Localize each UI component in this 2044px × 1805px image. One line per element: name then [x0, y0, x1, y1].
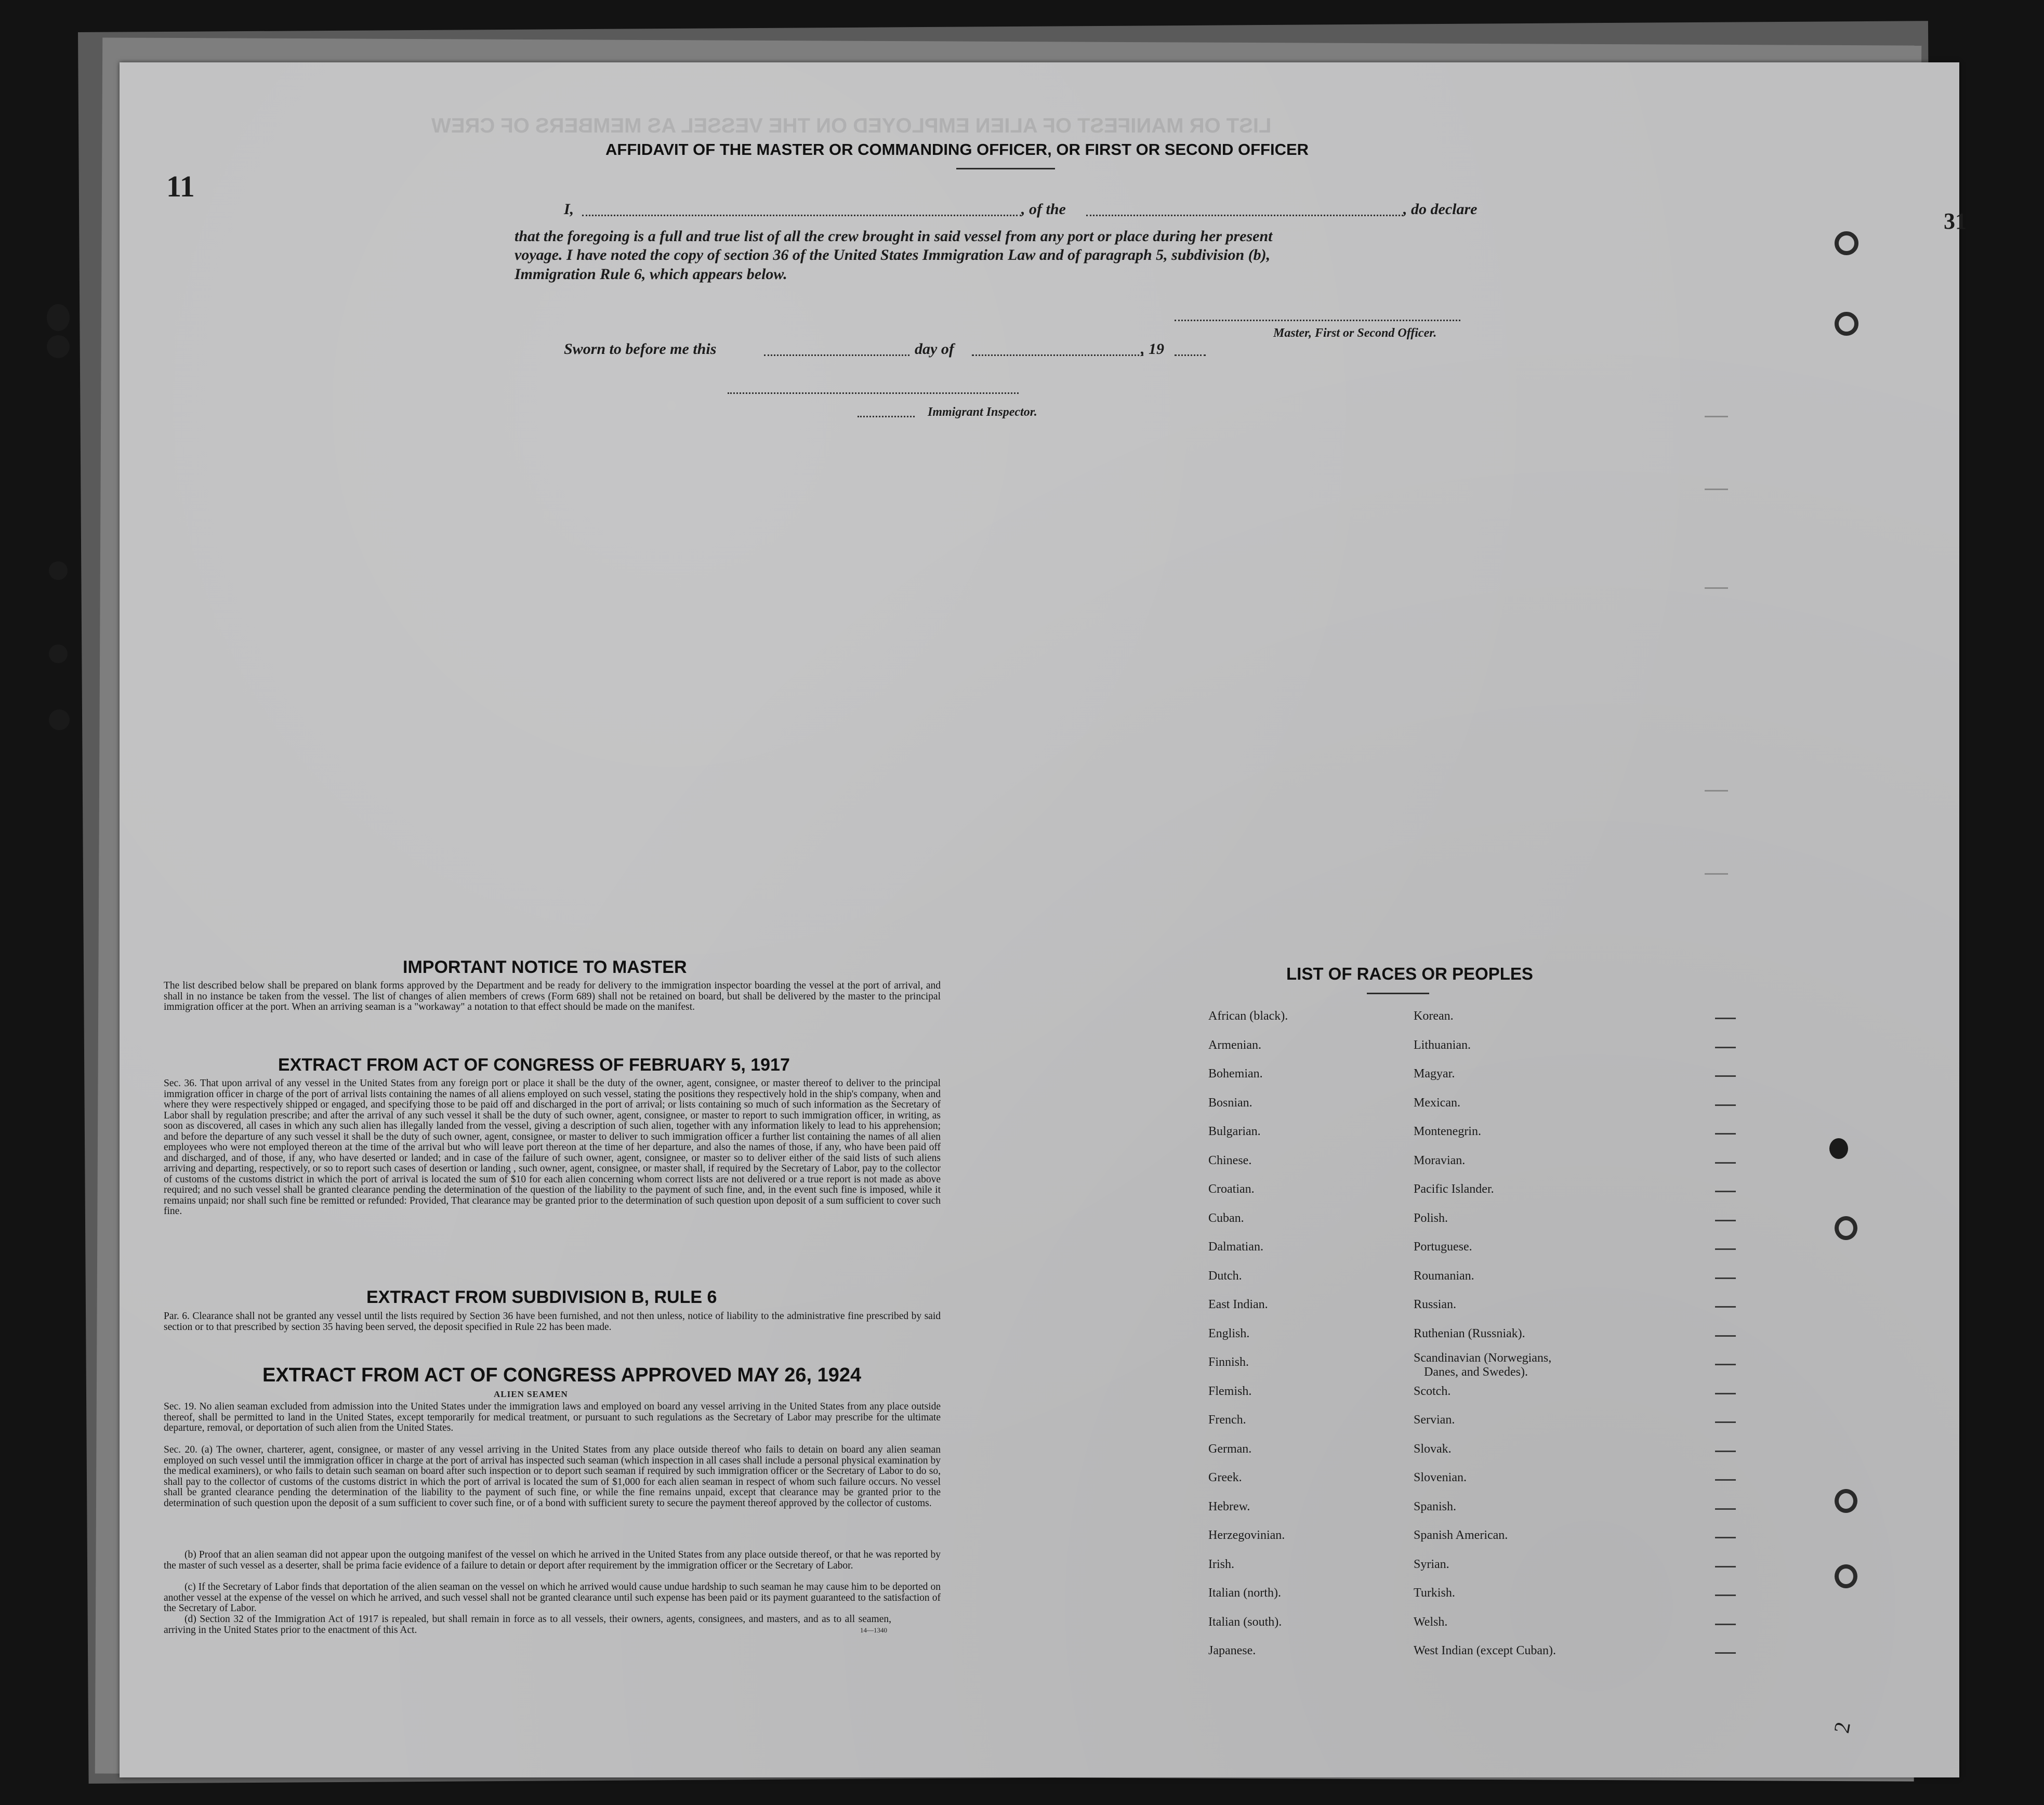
master-name-field[interactable] — [582, 215, 1021, 216]
race-item: Slovenian. — [1414, 1471, 1467, 1484]
race-item: Bulgarian. — [1208, 1125, 1261, 1138]
punch-hole — [1829, 1138, 1848, 1159]
ruling-tick — [1715, 1191, 1736, 1192]
ruling-tick — [1715, 1652, 1736, 1654]
show-through-text: LIST OR MANIFEST OF ALIEN EMPLOYED ON THE VESSEL AS MEMBERS OF CREW — [431, 114, 1272, 137]
margin-mark: 11 — [166, 169, 195, 203]
race-item: German. — [1208, 1442, 1252, 1456]
extract-rule6-body: Par. 6. Clearance shall not be granted any vessel until the lists required by Section 36 have been furnished, and not then unless, notice of liability to the administrative fine prescribed by said section or to that prescribed by section 35 having been served, the deposit specified in Rule 22 has been made. — [164, 1311, 941, 1333]
affidavit-line: Immigration Rule 6, which appears below. — [515, 266, 787, 283]
race-item: Roumanian. — [1414, 1269, 1474, 1283]
extract-1924-sec20c: (c) If the Secretary of Labor finds that deportation of the alien seaman on the vessel on which he arrived would cause undue hardship to such seaman he may cause him to be deported on another vessel at the expense of the vessel on which he arrived, and such vessel shall not be granted clearance until such expense has been paid or its payment guaranteed to the satisfaction of the Secretary of Labor. — [164, 1582, 941, 1614]
sworn-month-field[interactable] — [972, 354, 1143, 356]
extract-rule6-title: EXTRACT FROM SUBDIVISION B, RULE 6 — [366, 1287, 717, 1307]
form-sheet — [120, 62, 1967, 1777]
inspector-prefix-line — [858, 416, 915, 417]
race-item: Armenian. — [1208, 1038, 1261, 1052]
race-item: Dalmatian. — [1208, 1240, 1263, 1254]
race-item: Polish. — [1414, 1211, 1448, 1225]
race-item: Welsh. — [1414, 1615, 1448, 1629]
ruling-tick — [1715, 1075, 1736, 1077]
race-item: Pacific Islander. — [1414, 1182, 1494, 1196]
extract-1917-title: EXTRACT FROM ACT OF CONGRESS OF FEBRUARY 5, 1917 — [278, 1055, 790, 1075]
ruling-tick — [1715, 1335, 1736, 1337]
ruling-tick — [1715, 1451, 1736, 1452]
race-item: Cuban. — [1208, 1211, 1244, 1225]
race-item: Italian (south). — [1208, 1615, 1282, 1629]
extract-1924-title: EXTRACT FROM ACT OF CONGRESS APPROVED MAY 26, 1924 — [262, 1364, 862, 1386]
race-item: Servian. — [1414, 1413, 1455, 1427]
signature-line[interactable] — [1175, 320, 1460, 321]
race-item: Dutch. — [1208, 1269, 1242, 1283]
ghost-mark — [1705, 489, 1728, 490]
form-code: 14—1340 — [860, 1626, 887, 1634]
ghost-mark — [1705, 587, 1728, 589]
sworn-day-of: day of — [915, 340, 954, 358]
ruling-tick — [1715, 1162, 1736, 1164]
notice-body: The list described below shall be prepared on blank forms approved by the Department and be ready for delivery to the immigration inspector boarding the vessel at the port of arrival, and shall in no instance be taken from the vessel. The list of changes of alien members of crews (Form 689) shall not be retained on board, but shall be delivered by the master to the principal immigration officer at the port. When an arriving seaman is a "workaway" a notation to that effect should be made on the manifest. — [164, 980, 941, 1012]
race-item: Italian (north). — [1208, 1586, 1281, 1600]
ruling-tick — [1715, 1104, 1736, 1106]
extract-1924-sec20b: (b) Proof that an alien seaman did not appear upon the outgoing manifest of the vessel on which he arrived in the United States from any place outside thereof, or that he was reported by the master of such vessel as a deserter, shall be prima facie evidence of a failure to detain or deport after requirement by the immigration officer or the Secretary of Labor. — [164, 1549, 941, 1571]
race-item: Herzegovinian. — [1208, 1529, 1285, 1542]
race-item: Greek. — [1208, 1471, 1242, 1484]
race-item: Spanish. — [1414, 1499, 1457, 1513]
affidavit-line: that the foregoing is a full and true list of all the crew brought in said vessel from any port or place during her present — [515, 228, 1273, 245]
race-item: Syrian. — [1414, 1557, 1449, 1571]
ruling-tick — [1715, 1277, 1736, 1279]
races-title: LIST OF RACES OR PEOPLES — [1286, 964, 1533, 983]
punch-hole — [1835, 231, 1858, 255]
race-item: Montenegrin. — [1414, 1125, 1481, 1138]
race-item: Hebrew. — [1208, 1499, 1250, 1513]
punch-hole — [1835, 312, 1858, 336]
sworn-year: , 19 — [1141, 340, 1164, 358]
punch-hole — [47, 335, 70, 358]
ruling-tick — [1715, 1421, 1736, 1423]
affidavit-line: voyage. I have noted the copy of section 36 of the United States Immigration Law and of paragraph 5, subdivision (b), — [515, 246, 1271, 263]
race-item: Bosnian. — [1208, 1096, 1252, 1110]
race-item: Bohemian. — [1208, 1067, 1263, 1081]
ghost-mark — [1705, 873, 1728, 875]
ruling-tick — [1715, 1508, 1736, 1510]
ruling-tick — [1715, 1537, 1736, 1538]
ruling-tick — [1715, 1018, 1736, 1019]
ruling-tick — [1715, 1220, 1736, 1221]
race-item: African (black). — [1208, 1009, 1288, 1023]
race-item: Danes, and Swedes). — [1424, 1365, 1528, 1379]
extract-1924-subtitle: ALIEN SEAMEN — [494, 1389, 568, 1399]
punch-hole — [1835, 1564, 1857, 1588]
ruling-tick — [1715, 1479, 1736, 1481]
race-item: Irish. — [1208, 1557, 1234, 1571]
punch-hole — [49, 561, 68, 580]
ruling-tick — [1715, 1306, 1736, 1308]
race-item: Flemish. — [1208, 1384, 1252, 1398]
sworn-day-field[interactable] — [764, 354, 909, 356]
race-item: Finnish. — [1208, 1355, 1249, 1369]
race-item: Scotch. — [1414, 1384, 1451, 1398]
race-item: Moravian. — [1414, 1153, 1466, 1167]
ghost-mark — [1705, 790, 1728, 792]
extract-1924-sec20d: (d) Section 32 of the Immigration Act of 1917 is repealed, but shall remain in force as to all vessels, their owners, agents, consignees, and masters, and as to all seamen, arriving in the United States prior to the enactment of this Act. — [164, 1614, 891, 1636]
race-item: English. — [1208, 1326, 1250, 1340]
punch-hole — [47, 304, 70, 331]
race-item: Ruthenian (Russniak). — [1414, 1326, 1525, 1340]
race-item: Magyar. — [1414, 1067, 1455, 1081]
extract-1924-sec20a: Sec. 20. (a) The owner, charterer, agent, consignee, or master of any vessel arriving in the United States from any place outside thereof who fails to detain on board any alien seaman employed on such vessel until the immigration officer in charge at the port of arrival has inspected such seaman (which inspection in all cases shall include a personal physical examination by the medical examiners), or who fails to detain such seaman on board after such inspection or to deport such seaman if required by such immigration officer or the Secretary of Labor to do so, shall pay to the collector of customs of the customs district in which the port of arrival is located the sum of $1,000 for each alien seaman in respect of whom such failure occurs. No vessel shall be granted clearance pending the determination of the liability to the payment of such fine, or while the fine remains unpaid, except that clearance may be granted prior to the determination of such question upon the deposit of a sum sufficient to cover such fine, or of a bond with sufficient surety to secure the payment thereof approved by the collector of customs. — [164, 1444, 941, 1509]
race-item: French. — [1208, 1413, 1246, 1427]
race-item: Lithuanian. — [1414, 1038, 1471, 1052]
extract-1924-sec19: Sec. 19. No alien seaman excluded from admission into the United States under the immigration laws and employed on board any vessel arriving in the United States from any place outside thereof, shall be permitted to land in the United States, except temporarily for medical treatment, or pursuant to such regulations as the Secretary of Labor may prescribe for the ultimate departure, removal, or deportation of such alien from the United States. — [164, 1401, 941, 1433]
ruling-tick — [1715, 1624, 1736, 1625]
ruling-tick — [1715, 1133, 1736, 1135]
affidavit-declare: , do declare — [1403, 201, 1478, 218]
race-item: Korean. — [1414, 1009, 1454, 1023]
race-item: Spanish American. — [1414, 1529, 1508, 1542]
race-item: West Indian (except Cuban). — [1414, 1644, 1556, 1657]
affidavit-title: AFFIDAVIT OF THE MASTER OR COMMANDING OFFICER, OR FIRST OR SECOND OFFICER — [605, 140, 1309, 159]
punch-hole — [49, 644, 68, 663]
affidavit-i: I, — [564, 201, 574, 218]
title-underline — [956, 168, 1055, 169]
margin-mark: 2 — [1830, 1720, 1855, 1735]
race-item: Mexican. — [1414, 1096, 1460, 1110]
extract-1917-body: Sec. 36. That upon arrival of any vessel in the United States from any foreign port or place it shall be the duty of the owner, agent, consignee, or master thereof to deliver to the principal immigration officer in charge of the port of arrival lists containing the names of all aliens employed on such vessel, stating the positions they respectively hold in the ship's company, when and where they were respectively shipped or engaged, and specifying those to be paid off and discharged in the port of arrival; or lists containing so much of such information as the Secretary of Labor shall by regulation prescribe; and after the arrival of any such vessel it shall be the duty of such owner, agent, consignee, or master to report to such immigration officer, in writing, as soon as discovered, all cases in which any such alien has illegally landed from the vessel, giving a description of such alien, together with any information likely to lead to his apprehension; and before the departure of any such vessel it shall be the duty of such owner, agent, consignee, or master to deliver to such immigration officer a further list containing the names of all alien employees who were not employed thereon at the time of the arrival but who will leave port thereon at the time of her departure, and also the names of those, if any, who have been paid off and discharged, and of those, if any, who have deserted or landed; and in case of the failure of such owner, agent, consignee, or master so to deliver either of the said lists of such aliens arriving and departing, respectively, or so to report such cases of desertion or landing , such owner, agent, consignee, or master shall, if required by the Secretary of Labor, pay to the collector of customs of the customs district in which the port of arrival is located the sum of $10 for each alien concerning whom correct lists are not delivered or a true report is not made as above required; and no such vessel shall be granted clearance pending the determination of the question of the liability to the payment of such fine, and, in the event such fine is imposed, while it remains unpaid; nor shall such fine be remitted or refunded: Provided, That clearance may be granted prior to the determination of such question upon deposit of a sum sufficient to cover such fine. — [164, 1078, 941, 1217]
race-item: Croatian. — [1208, 1182, 1255, 1196]
ruling-tick — [1715, 1595, 1736, 1596]
signature-caption: Master, First or Second Officer. — [1273, 326, 1437, 340]
sworn-prefix: Sworn to before me this — [564, 340, 717, 358]
ruling-tick — [1715, 1047, 1736, 1048]
notice-title: IMPORTANT NOTICE TO MASTER — [403, 957, 687, 977]
inspector-signature-line[interactable] — [728, 392, 1019, 394]
affidavit-of-the: , of the — [1021, 201, 1066, 218]
race-item: Turkish. — [1414, 1586, 1455, 1600]
page-number: 31 — [1944, 208, 1967, 234]
race-item: Japanese. — [1208, 1644, 1256, 1657]
ghost-mark — [1705, 416, 1728, 417]
ruling-tick — [1715, 1364, 1736, 1365]
ruling-tick — [1715, 1566, 1736, 1567]
race-item: Scandinavian (Norwegians, — [1414, 1351, 1552, 1365]
vessel-name-field[interactable] — [1086, 215, 1403, 216]
races-title-underline — [1367, 993, 1429, 994]
punch-hole — [1835, 1216, 1857, 1240]
ruling-tick — [1715, 1393, 1736, 1394]
race-item: Slovak. — [1414, 1442, 1452, 1456]
inspector-caption: Immigrant Inspector. — [928, 405, 1037, 419]
sworn-year-field[interactable] — [1175, 354, 1206, 356]
race-item: East Indian. — [1208, 1298, 1268, 1311]
punch-hole — [1835, 1489, 1857, 1513]
race-item: Portuguese. — [1414, 1240, 1472, 1254]
race-item: Chinese. — [1208, 1153, 1252, 1167]
race-item: Russian. — [1414, 1298, 1457, 1311]
punch-hole — [49, 709, 70, 730]
ruling-tick — [1715, 1248, 1736, 1250]
